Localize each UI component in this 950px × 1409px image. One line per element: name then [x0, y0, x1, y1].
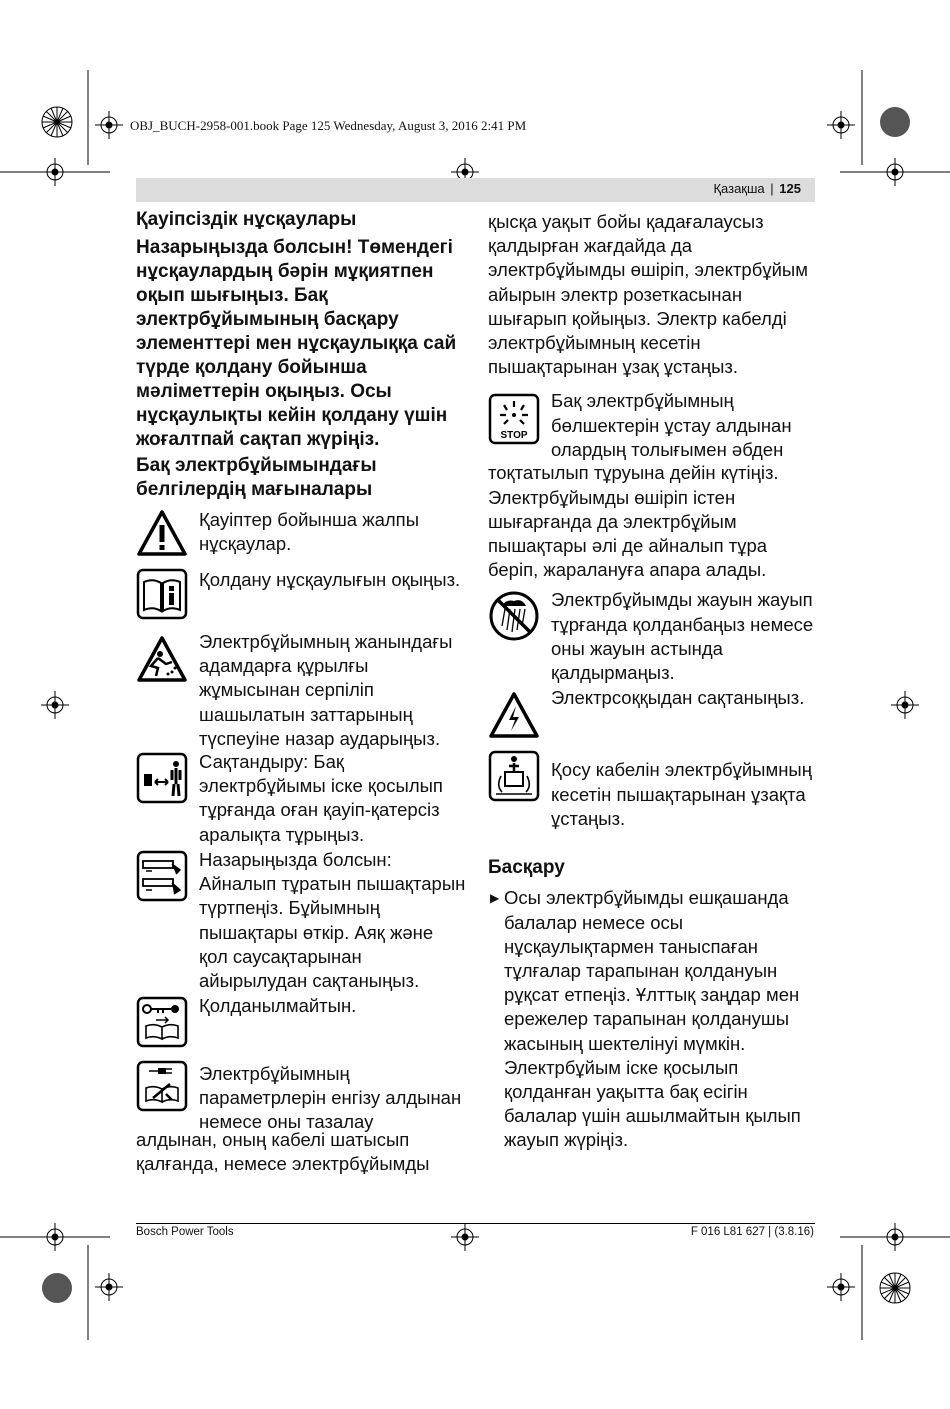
- symbol-row-manual: [136, 568, 466, 630]
- page-header: Қазақша | 125: [136, 178, 815, 202]
- remove-key-icon: [136, 996, 188, 1048]
- footer-code: F 016 L81 627 | (3.8.16): [690, 1226, 814, 1238]
- header-section: Қазақша: [713, 181, 765, 196]
- unplug-before-adjust-icon: [136, 1060, 188, 1112]
- symbol-text: Назарыңызда болсын: Айналып тұратын пышақтарын түртпеңіз. Бұйымның пышақтары өткір. Аяқ және қол саусақтарынан айырылудан сақтаныңыз.: [199, 849, 466, 992]
- safe-distance-icon: [136, 752, 188, 804]
- symbol-text: Қолданылмайтын.: [199, 995, 357, 1016]
- page-number: 125: [779, 181, 801, 196]
- safety-warning: Назарыңызда болсын! Төмендегі нұсқаулардың бәрін мұқиятпен оқып шығыңыз. Бақ электрбұйымының басқару элементтері мен нұсқаулыққа сай түрде қолдану бойынша мәліметтерін оқыңыз. Осы нұсқаулықты кейін қолдану үшін жоғалтпай сақтап жүріңіз.: [136, 237, 457, 450]
- symbol-row-stop: [488, 389, 818, 461]
- print-info: OBJ_BUCH-2958-001.book Page 125 Wednesday, August 3, 2016 2:41 PM: [130, 118, 527, 133]
- symbol-row-blades: [136, 848, 466, 994]
- symbol-text-continued: алдынан, оның кабелі шатысып қалғанда, немесе электрбұйымды: [136, 1129, 430, 1175]
- stop-wait-icon: [488, 393, 540, 445]
- symbols-title: Бақ электрбұйымындағы белгілердің мағыналары: [136, 455, 377, 500]
- symbol-row-cable: [488, 748, 818, 852]
- symbol-row-flying: [136, 630, 466, 750]
- stop-label: STOP: [500, 430, 528, 442]
- operation-bullet-item: [488, 886, 818, 1152]
- operation-title: Басқару: [488, 857, 565, 879]
- operation-text: Осы электрбұйымды ешқашанда балалар немесе осы нұсқаулықтармен таныспаған тұлғалар тарапынан қолдануын рұқсат етпеңіз. Ұлттық заңдар мен ережелер тарапынан қолданушы жасының шектелінуі мүмкін. Электрбұйым іске қосылып қолданған уақытта бақ есігін балалар үшін ашылмайтын қылып жауып жүріңіз.: [504, 887, 801, 1151]
- sharp-blades-icon: [136, 850, 188, 902]
- symbol-text: Сақтандыру: Бақ электрбұйымы іске қосылып тұрғанда оған қауіп-қатерсіз аралықта тұрыңыз.: [199, 751, 443, 845]
- symbol-row-rain: [488, 588, 818, 686]
- footer-rule: [136, 1223, 815, 1224]
- symbol-text: Қолдану нұсқаулығын оқыңыз.: [199, 569, 461, 590]
- electric-shock-icon: [488, 690, 540, 742]
- symbol-text: Электрбұйымның жанындағы адамдарға құрылғы жұмысынан серпіліп шашылатын заттарының түспеуіне назар аударыңыз.: [199, 631, 453, 749]
- symbol-text: Электрбұйымның параметрлерін енгізу алдынан немесе оны тазалау: [199, 1063, 462, 1133]
- bullet-arrow-icon: ▶: [490, 891, 500, 906]
- symbol-row-key: [136, 994, 466, 1056]
- read-manual-icon: [136, 568, 188, 620]
- safety-title: Қауіпсіздік нұсқаулары: [136, 209, 357, 230]
- symbol-row-shock: [488, 686, 818, 748]
- footer-brand: Bosch Power Tools: [136, 1226, 234, 1238]
- symbol-text-continued: тоқтатылып тұруына дейін күтіңіз. Электрбұйымды өшіріп істен шығарғанда да электрбұйым пышақтары әлі де айналып тұра беріп, жаралануға апара алады.: [488, 462, 779, 581]
- symbol-row-warning: [136, 508, 466, 568]
- symbol-text: Бақ электрбұйымның бөлшектерін ұстау алдынан олардың толығымен әбден: [551, 390, 792, 460]
- left-column: [136, 208, 466, 1176]
- flying-objects-icon: [136, 634, 188, 686]
- no-rain-icon: [488, 590, 540, 642]
- symbol-text: Қосу кабелін электрбұйымның кесетін пышақтарынан ұзақта ұстаңыз.: [551, 759, 812, 829]
- continuation-text: қысқа уақыт бойы қадағалаусыз қалдырған жағдайда да электрбұйымды өшіріп, электрбұйым айырын электр розеткасынан шығарып қойыңыз. Электр кабелді электрбұйымның кесетін пышақтарынан ұзақ ұстаңыз.: [488, 211, 808, 378]
- symbol-text: Электрсоққыдан сақтаныңыз.: [551, 687, 805, 709]
- symbol-row-unplug: [136, 1056, 466, 1133]
- right-column: [488, 210, 818, 1153]
- symbol-text: Электрбұйымды жауын жауып тұрғанда қолданбаңыз немесе оны жауын астында қалдырмаңыз.: [551, 589, 814, 684]
- symbol-row-distance: [136, 750, 466, 848]
- cable-away-icon: [488, 750, 540, 802]
- warning-triangle-icon: [136, 508, 188, 560]
- symbol-text: Қауіптер бойынша жалпы нұсқаулар.: [199, 509, 419, 555]
